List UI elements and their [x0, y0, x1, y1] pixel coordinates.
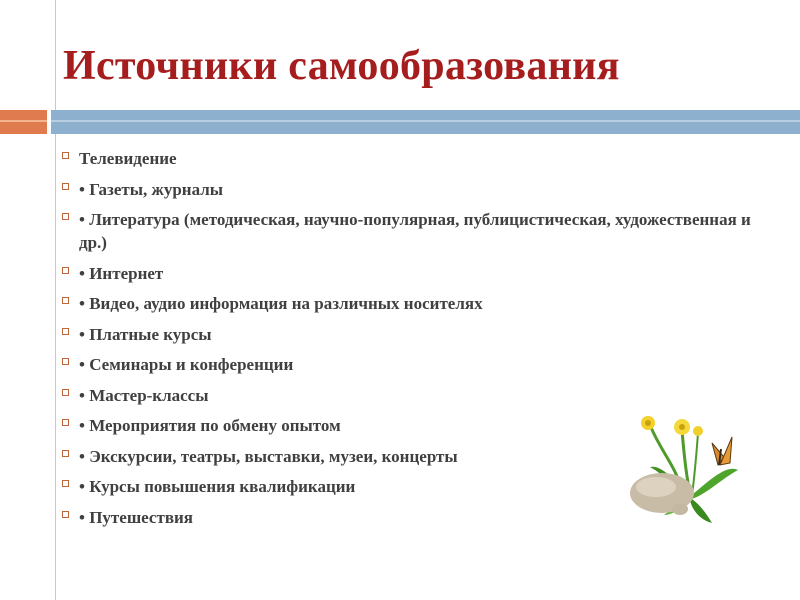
bullet-square-icon — [62, 358, 69, 365]
bullet-square-icon — [62, 450, 69, 457]
bullet-square-icon — [62, 419, 69, 426]
list-item: • Мастер-классы — [62, 384, 762, 407]
list-item: • Видео, аудио информация на различных носителях — [62, 292, 762, 315]
bullet-square-icon — [62, 328, 69, 335]
list-item: • Газеты, журналы — [62, 178, 762, 201]
bullet-square-icon — [62, 511, 69, 518]
list-item: • Интернет — [62, 262, 762, 285]
accent-bar-orange — [0, 110, 47, 134]
list-item: • Экскурсии, театры, выставки, музеи, концерты — [62, 445, 762, 468]
bullet-square-icon — [62, 183, 69, 190]
bullet-square-icon — [62, 389, 69, 396]
list-item: • Мероприятия по обмену опытом — [62, 414, 762, 437]
flower-stone-butterfly-icon — [620, 405, 760, 525]
bullet-square-icon — [62, 297, 69, 304]
list-item: • Семинары и конференции — [62, 353, 762, 376]
list-item: • Курсы повышения квалификации — [62, 475, 762, 498]
bullet-square-icon — [62, 152, 69, 159]
bullet-square-icon — [62, 213, 69, 220]
list-item: • Литература (методическая, научно-популярная, публицистическая, художественная и др.) — [62, 208, 762, 254]
slide-frame-line — [55, 0, 56, 600]
bullet-square-icon — [62, 267, 69, 274]
slide-title: Источники самообразования — [63, 43, 620, 89]
accent-bar-blue — [51, 110, 800, 134]
list-item: • Путешествия — [62, 506, 762, 529]
list-item: Телевидение — [62, 147, 762, 170]
list-item: • Платные курсы — [62, 323, 762, 346]
bullet-square-icon — [62, 480, 69, 487]
